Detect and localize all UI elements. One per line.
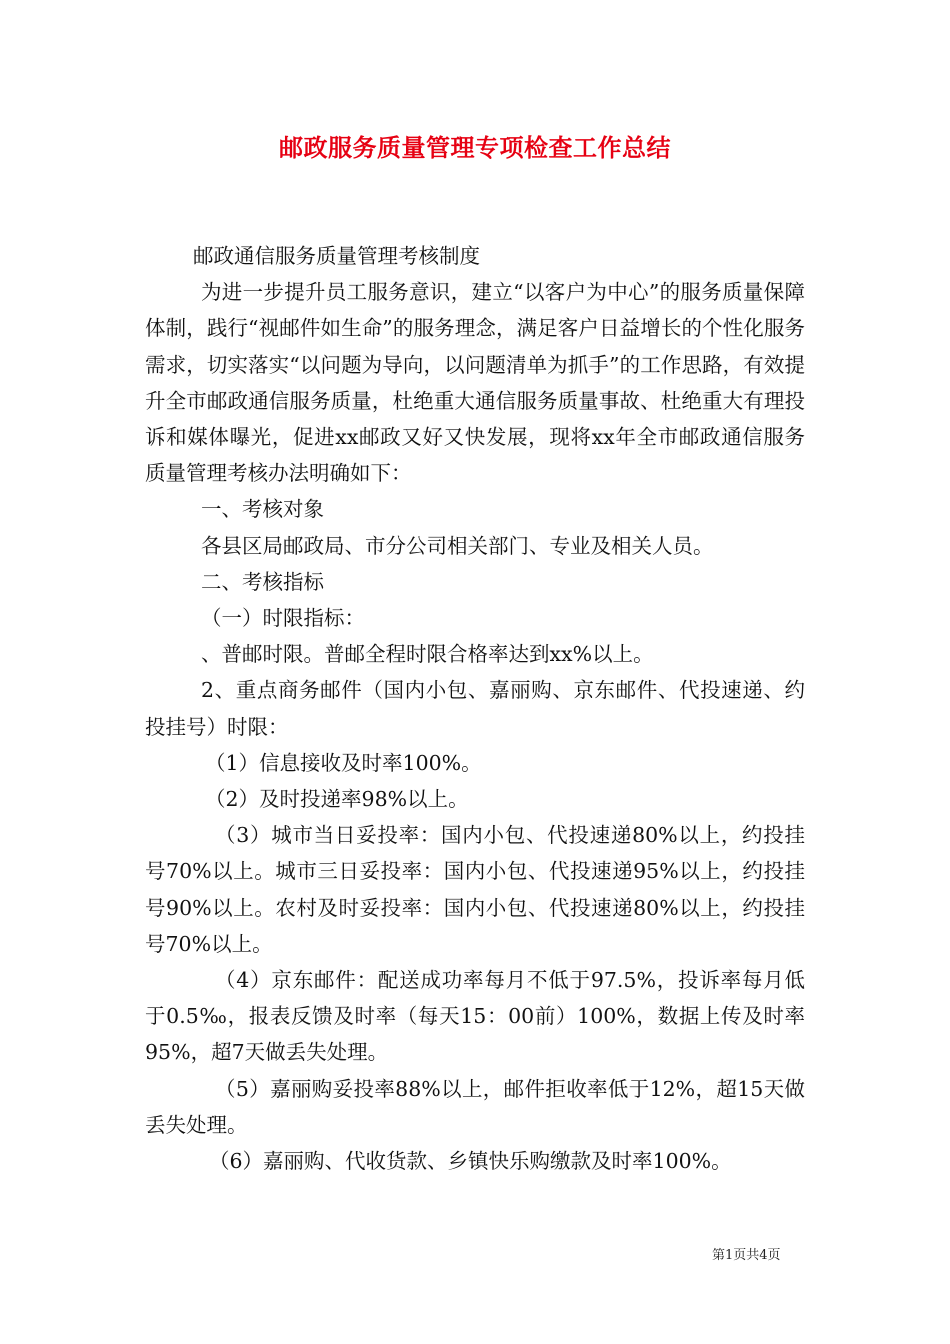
document-title: 邮政服务质量管理专项检查工作总结 xyxy=(279,133,671,162)
subsection-heading: （一）时限指标： xyxy=(201,606,365,631)
list-item: （5）嘉丽购妥投率88%以上，邮件拒收率低于12%，超15天做丢失处理。 xyxy=(145,1076,805,1137)
paragraph: 2、重点商务邮件（国内小包、嘉丽购、京东邮件、代投速递、约投挂号）时限： xyxy=(145,678,805,739)
paragraph-heading: 邮政通信服务质量管理考核制度 xyxy=(193,244,480,268)
list-item: （6）嘉丽购、代收货款、乡镇快乐购缴款及时率100%。 xyxy=(209,1149,732,1174)
document-body xyxy=(145,238,805,1179)
paragraph: 、普邮时限。普邮全程时限合格率达到xx%以上。 xyxy=(201,642,654,667)
list-item: （2）及时投递率98%以上。 xyxy=(205,787,469,812)
paragraph: 各县区局邮政局、市分公司相关部门、专业及相关人员。 xyxy=(201,533,714,558)
list-item: （4）京东邮件：配送成功率每月不低于97.5%，投诉率每月低于0.5‰，报表反馈及时率（每天15：00前）100%，数据上传及时率95%，超7天做丢失处理。 xyxy=(145,968,805,1065)
list-item: （1）信息接收及时率100%。 xyxy=(205,750,482,775)
list-item: （3）城市当日妥投率：国内小包、代投速递80%以上，约投挂号70%以上。城市三日妥投率：国内小包、代投速递95%以上，约投挂号90%以上。农村及时妥投率：国内小包、代投速递80%以上，约投挂号70%以上。 xyxy=(145,823,805,956)
page-number: 第1页共4页 xyxy=(712,1248,781,1263)
section-heading-1: 一、考核对象 xyxy=(201,497,324,522)
paragraph-intro: 为进一步提升员工服务意识，建立“以客户为中心”的服务质量保障体制，践行“视邮件如生命”的服务理念，满足客户日益增长的个性化服务需求，切实落实“以问题为导向，以问题清单为抓手”的工作思路，有效提升全市邮政通信服务质量，杜绝重大通信服务质量事故、杜绝重大有理投诉和媒体曝光，促进xx邮政又好又快发展，现将xx年全市邮政通信服务质量管理考核办法明确如下： xyxy=(145,280,805,486)
section-heading-2: 二、考核指标 xyxy=(201,569,324,594)
